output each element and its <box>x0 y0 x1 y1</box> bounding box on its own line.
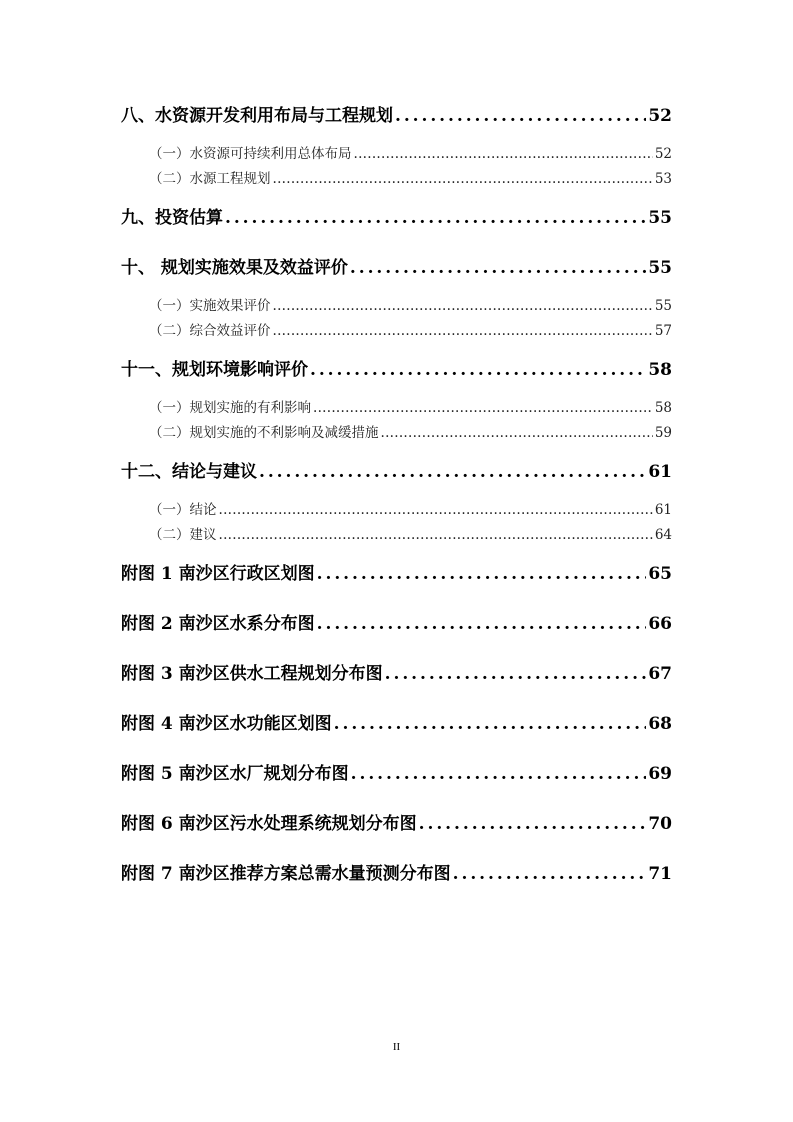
dot-leader <box>334 711 647 737</box>
toc-entry-page: 53 <box>654 171 672 187</box>
toc-figure-7[interactable] <box>121 861 672 887</box>
toc-entry-page: 65 <box>648 564 672 584</box>
toc-entry-title: 附图 3 南沙区供水工程规划分布图 <box>121 664 383 684</box>
toc-section-8[interactable] <box>121 103 672 129</box>
toc-entry-page: 58 <box>648 360 672 380</box>
dot-leader <box>219 523 653 548</box>
toc-entry-title: （二）规划实施的不利影响及减缓措施 <box>149 425 379 441</box>
dot-leader <box>259 459 646 485</box>
toc-entry-title: 十、 规划实施效果及效益评价 <box>121 258 348 278</box>
dot-leader <box>419 811 647 837</box>
toc-entry-page: 71 <box>648 864 672 884</box>
toc-entry-page: 52 <box>654 146 672 162</box>
toc-entry-title: 十一、规划环境影响评价 <box>121 360 308 380</box>
dot-leader <box>273 167 653 192</box>
toc-entry-title: 附图 1 南沙区行政区划图 <box>121 564 315 584</box>
toc-subsection-11-2[interactable] <box>121 421 672 446</box>
dot-leader <box>273 319 653 344</box>
toc-subsection-10-1[interactable] <box>121 294 672 319</box>
toc-section-10[interactable] <box>121 255 672 281</box>
toc-figure-3[interactable] <box>121 661 672 687</box>
toc-subsection-8-2[interactable] <box>121 167 672 192</box>
toc-figure-2[interactable] <box>121 611 672 637</box>
dot-leader <box>351 761 647 787</box>
toc-entry-title: 附图 7 南沙区推荐方案总需水量预测分布图 <box>121 864 451 884</box>
toc-figure-4[interactable] <box>121 711 672 737</box>
toc-entry-page: 55 <box>648 208 672 228</box>
toc-entry-page: 69 <box>648 764 672 784</box>
toc-entry-title: 附图 2 南沙区水系分布图 <box>121 614 315 634</box>
toc-entry-page: 66 <box>648 614 672 634</box>
toc-figure-5[interactable] <box>121 761 672 787</box>
toc-subsection-8-1[interactable] <box>121 142 672 167</box>
dot-leader <box>317 611 647 637</box>
toc-section-11[interactable] <box>121 357 672 383</box>
toc-subsection-10-2[interactable] <box>121 319 672 344</box>
toc-entry-title: 附图 4 南沙区水功能区划图 <box>121 714 332 734</box>
toc-entry-title: （一）水资源可持续利用总体布局 <box>149 146 352 162</box>
toc-entry-title: （二）水源工程规划 <box>149 171 271 187</box>
dot-leader <box>219 498 653 523</box>
toc-entry-title: （一）结论 <box>149 502 217 518</box>
toc-entry-page: 59 <box>654 425 672 441</box>
toc-subsection-12-2[interactable] <box>121 523 672 548</box>
dot-leader <box>313 396 653 421</box>
toc-entry-title: （一）实施效果评价 <box>149 298 271 314</box>
toc-section-12[interactable] <box>121 459 672 485</box>
page-number: II <box>392 1041 401 1053</box>
table-of-contents <box>121 103 672 887</box>
toc-section-9[interactable] <box>121 205 672 231</box>
dot-leader <box>395 103 646 129</box>
dot-leader <box>350 255 646 281</box>
toc-entry-title: （二）综合效益评价 <box>149 323 271 339</box>
toc-entry-page: 68 <box>648 714 672 734</box>
toc-subsection-12-1[interactable] <box>121 498 672 523</box>
toc-entry-title: 附图 6 南沙区污水处理系统规划分布图 <box>121 814 417 834</box>
toc-entry-page: 57 <box>654 323 672 339</box>
toc-entry-title: 附图 5 南沙区水厂规划分布图 <box>121 764 349 784</box>
toc-entry-page: 61 <box>654 502 672 518</box>
dot-leader <box>381 421 653 446</box>
toc-entry-title: （一）规划实施的有利影响 <box>149 400 311 416</box>
toc-entry-page: 58 <box>654 400 672 416</box>
toc-entry-title: 八、水资源开发利用布局与工程规划 <box>121 106 393 126</box>
toc-figure-1[interactable] <box>121 561 672 587</box>
toc-entry-page: 61 <box>648 462 672 482</box>
dot-leader <box>354 142 653 167</box>
toc-figure-6[interactable] <box>121 811 672 837</box>
dot-leader <box>310 357 646 383</box>
toc-entry-page: 67 <box>648 664 672 684</box>
dot-leader <box>225 205 646 231</box>
dot-leader <box>453 861 647 887</box>
toc-entry-page: 52 <box>648 106 672 126</box>
dot-leader <box>385 661 647 687</box>
toc-entry-page: 55 <box>648 258 672 278</box>
toc-entry-page: 70 <box>648 814 672 834</box>
toc-entry-title: 十二、结论与建议 <box>121 462 257 482</box>
toc-entry-page: 64 <box>654 527 672 543</box>
toc-subsection-11-1[interactable] <box>121 396 672 421</box>
dot-leader <box>317 561 647 587</box>
toc-entry-title: 九、投资估算 <box>121 208 223 228</box>
dot-leader <box>273 294 653 319</box>
toc-entry-title: （二）建议 <box>149 527 217 543</box>
toc-entry-page: 55 <box>654 298 672 314</box>
